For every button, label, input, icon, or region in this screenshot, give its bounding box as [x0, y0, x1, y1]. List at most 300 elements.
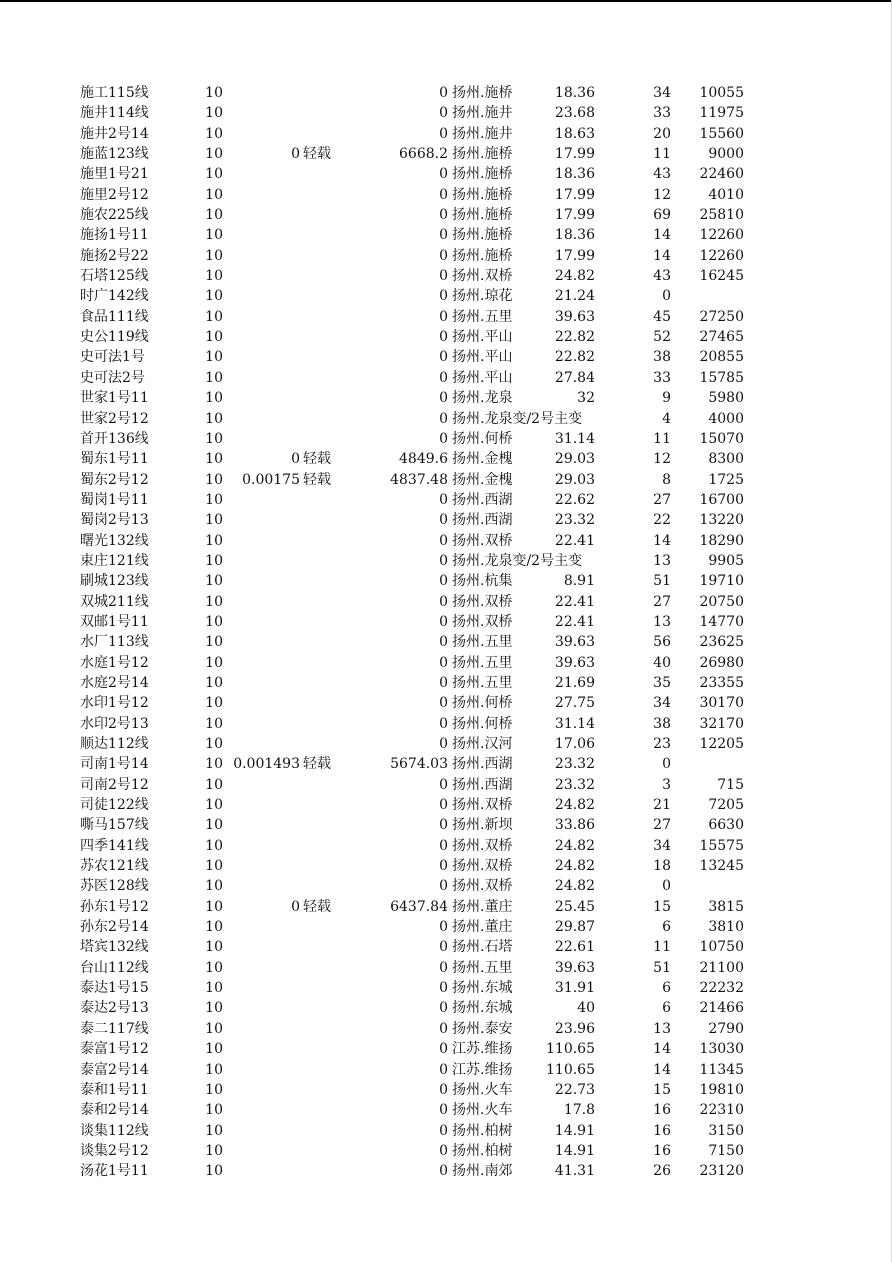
cell-count: 21	[653, 797, 671, 814]
cell-total: 23355	[699, 674, 744, 691]
cell-total: 27250	[699, 308, 744, 325]
cell-line-name: 施工115线	[80, 85, 149, 101]
table-row	[0, 1039, 892, 1059]
table-row	[0, 693, 892, 713]
cell-value: 23.96	[554, 1020, 595, 1037]
cell-count: 11	[653, 430, 671, 447]
cell-substation: 扬州.汉河	[452, 736, 513, 752]
cell-substation: 扬州.五里	[452, 959, 513, 976]
cell-capacity: 0	[439, 695, 448, 712]
table-row	[0, 103, 892, 123]
cell-capacity: 0	[439, 85, 448, 101]
cell-total: 21466	[699, 1000, 744, 1017]
cell-line-name: 谈集112线	[80, 1122, 149, 1139]
cell-load-status: 轻载	[303, 146, 331, 163]
cell-count: 35	[653, 674, 671, 691]
cell-line-name: 苏医128线	[80, 878, 149, 895]
cell-capacity: 0	[439, 410, 448, 427]
table-row	[0, 1100, 892, 1120]
cell-total: 22310	[699, 1102, 744, 1119]
table-row	[0, 876, 892, 896]
table-row	[0, 307, 892, 327]
cell-load-rate: 0.00175	[242, 471, 300, 488]
table-row	[0, 714, 892, 734]
cell-voltage: 10	[205, 207, 223, 224]
cell-substation: 扬州.柏树	[452, 1142, 513, 1159]
cell-line-name: 世家1号11	[80, 390, 149, 407]
cell-substation: 江苏.维扬	[452, 1061, 513, 1078]
cell-value: 27.84	[554, 369, 595, 386]
cell-value: 31.14	[554, 715, 595, 732]
cell-voltage: 10	[205, 837, 223, 854]
cell-total: 4010	[708, 186, 744, 203]
cell-capacity: 0	[439, 573, 448, 590]
cell-count: 40	[653, 654, 671, 671]
cell-line-name: 施里2号12	[80, 186, 149, 203]
cell-voltage: 10	[205, 471, 223, 488]
cell-count: 14	[653, 227, 671, 244]
cell-count: 3	[662, 776, 671, 793]
table-row	[0, 286, 892, 306]
cell-count: 34	[653, 695, 671, 712]
cell-count: 8	[662, 471, 671, 488]
cell-total: 25810	[699, 207, 744, 224]
cell-line-name: 史可法1号	[80, 349, 145, 366]
cell-count: 12	[653, 451, 671, 468]
cell-total: 21100	[699, 959, 744, 976]
table-row	[0, 1060, 892, 1080]
cell-value: 22.62	[554, 491, 595, 508]
cell-line-name: 刷城123线	[80, 573, 149, 590]
cell-count: 11	[653, 939, 671, 956]
cell-capacity: 0	[439, 369, 448, 386]
cell-total: 11975	[699, 105, 744, 122]
cell-capacity: 0	[439, 858, 448, 875]
table-row	[0, 144, 892, 164]
cell-substation: 扬州.西湖	[452, 776, 513, 793]
cell-capacity: 0	[439, 349, 448, 366]
cell-count: 11	[653, 146, 671, 163]
cell-capacity: 0	[439, 674, 448, 691]
cell-count: 6	[662, 919, 671, 936]
table-row	[0, 571, 892, 591]
table-row	[0, 551, 892, 571]
cell-substation: 扬州.双桥	[452, 593, 513, 610]
cell-capacity: 0	[439, 247, 448, 264]
cell-substation: 扬州.金槐	[452, 471, 513, 488]
table-row	[0, 266, 892, 286]
cell-total: 18290	[699, 532, 744, 549]
cell-line-name: 施井114线	[80, 105, 149, 122]
cell-capacity: 0	[439, 1000, 448, 1017]
cell-capacity: 0	[439, 329, 448, 346]
cell-substation: 扬州.火车	[452, 1081, 513, 1098]
cell-total: 12260	[699, 227, 744, 244]
cell-value: 22.41	[554, 532, 595, 549]
cell-count: 14	[653, 1041, 671, 1058]
cell-capacity: 0	[439, 1122, 448, 1139]
cell-substation: 扬州.平山	[452, 349, 513, 366]
cell-value: 22.41	[554, 593, 595, 610]
cell-count: 27	[653, 817, 671, 834]
cell-voltage: 10	[205, 451, 223, 468]
cell-capacity: 0	[439, 837, 448, 854]
cell-line-name: 双城211线	[80, 593, 149, 610]
cell-substation: 扬州.双桥	[452, 878, 513, 895]
cell-line-name: 泰二117线	[80, 1020, 149, 1037]
cell-load-status: 轻载	[303, 898, 331, 915]
cell-voltage: 10	[205, 776, 223, 793]
cell-count: 13	[653, 552, 671, 569]
cell-count: 16	[653, 1102, 671, 1119]
cell-substation: 扬州.平山	[452, 329, 513, 346]
cell-count: 12	[653, 186, 671, 203]
cell-line-name: 史可法2号	[80, 369, 145, 386]
cell-capacity: 0	[439, 1142, 448, 1159]
cell-line-name: 顺达112线	[80, 736, 149, 752]
cell-substation: 扬州.何桥	[452, 430, 513, 447]
cell-substation: 扬州.施桥	[452, 85, 513, 101]
cell-load-rate: 0	[291, 451, 300, 468]
cell-capacity: 0	[439, 390, 448, 407]
cell-substation: 扬州.新坝	[452, 817, 513, 834]
cell-total: 23120	[699, 1163, 744, 1180]
cell-voltage: 10	[205, 1142, 223, 1159]
cell-value: 31.14	[554, 430, 595, 447]
cell-value: 17.06	[554, 736, 595, 752]
cell-total: 13030	[699, 1041, 744, 1058]
cell-count: 43	[653, 268, 671, 285]
cell-count: 33	[653, 369, 671, 386]
cell-voltage: 10	[205, 430, 223, 447]
cell-count: 26	[653, 1163, 671, 1180]
cell-total: 14770	[699, 613, 744, 630]
cell-total: 30170	[699, 695, 744, 712]
cell-line-name: 施蓝123线	[80, 146, 149, 163]
cell-capacity: 0	[439, 512, 448, 529]
cell-value: 14.91	[554, 1142, 595, 1159]
cell-count: 6	[662, 1000, 671, 1017]
table-row	[0, 470, 892, 490]
cell-line-name: 苏农121线	[80, 858, 149, 875]
cell-voltage: 10	[205, 613, 223, 630]
cell-count: 45	[653, 308, 671, 325]
cell-line-name: 泰达2号13	[80, 1000, 149, 1017]
cell-substation: 扬州.双桥	[452, 797, 513, 814]
cell-voltage: 10	[205, 654, 223, 671]
table-row	[0, 815, 892, 835]
cell-count: 27	[653, 491, 671, 508]
cell-capacity: 0	[439, 634, 448, 651]
cell-substation: 扬州.西湖	[452, 756, 513, 773]
cell-voltage: 10	[205, 1020, 223, 1037]
table-row	[0, 83, 892, 103]
cell-value: 39.63	[554, 634, 595, 651]
cell-line-name: 世家2号12	[80, 410, 149, 427]
cell-value: 39.63	[554, 308, 595, 325]
cell-capacity: 0	[439, 715, 448, 732]
cell-total: 3815	[708, 898, 744, 915]
cell-voltage: 10	[205, 939, 223, 956]
cell-substation: 扬州.五里	[452, 654, 513, 671]
table-row	[0, 1080, 892, 1100]
cell-voltage: 10	[205, 186, 223, 203]
cell-voltage: 10	[205, 85, 223, 101]
table-row	[0, 185, 892, 205]
cell-total: 20855	[699, 349, 744, 366]
table-row	[0, 205, 892, 225]
cell-capacity: 0	[439, 1102, 448, 1119]
cell-total: 22232	[699, 980, 744, 997]
cell-total: 13245	[699, 858, 744, 875]
cell-capacity: 0	[439, 125, 448, 142]
cell-substation: 扬州.五里	[452, 634, 513, 651]
cell-substation: 扬州.双桥	[452, 613, 513, 630]
cell-line-name: 司徒122线	[80, 797, 149, 814]
cell-substation: 扬州.龙泉变/2号主变	[452, 410, 583, 427]
cell-line-name: 蜀东1号11	[80, 451, 149, 468]
cell-voltage: 10	[205, 756, 223, 773]
cell-count: 14	[653, 247, 671, 264]
cell-capacity: 5674.03	[390, 756, 448, 773]
table-row	[0, 1141, 892, 1161]
cell-substation: 扬州.双桥	[452, 268, 513, 285]
table-row	[0, 347, 892, 367]
cell-line-name: 泰达1号15	[80, 980, 149, 997]
cell-total: 19810	[699, 1081, 744, 1098]
cell-total: 16700	[699, 491, 744, 508]
cell-count: 9	[662, 390, 671, 407]
cell-voltage: 10	[205, 695, 223, 712]
cell-count: 51	[653, 959, 671, 976]
cell-capacity: 0	[439, 166, 448, 183]
cell-voltage: 10	[205, 1163, 223, 1180]
cell-capacity: 0	[439, 613, 448, 630]
cell-total: 32170	[699, 715, 744, 732]
cell-total: 6630	[708, 817, 744, 834]
cell-value: 17.99	[554, 247, 595, 264]
cell-count: 52	[653, 329, 671, 346]
cell-substation: 扬州.双桥	[452, 837, 513, 854]
cell-total: 15070	[699, 430, 744, 447]
cell-total: 8300	[708, 451, 744, 468]
cell-line-name: 泰和2号14	[80, 1102, 149, 1119]
cell-line-name: 施井2号14	[80, 125, 149, 142]
cell-value: 25.45	[554, 898, 595, 915]
cell-total: 10055	[699, 85, 744, 101]
cell-voltage: 10	[205, 166, 223, 183]
table-row	[0, 775, 892, 795]
cell-total: 20750	[699, 593, 744, 610]
cell-substation: 扬州.火车	[452, 1102, 513, 1119]
cell-substation: 扬州.施桥	[452, 207, 513, 224]
cell-substation: 扬州.施桥	[452, 247, 513, 264]
cell-total: 26980	[699, 654, 744, 671]
cell-substation: 扬州.施桥	[452, 227, 513, 244]
cell-line-name: 曙光132线	[80, 532, 149, 549]
cell-line-name: 汤花1号11	[80, 1163, 149, 1180]
cell-voltage: 10	[205, 715, 223, 732]
cell-capacity: 6437.84	[390, 898, 448, 915]
cell-capacity: 0	[439, 776, 448, 793]
cell-capacity: 0	[439, 552, 448, 569]
table-row	[0, 124, 892, 144]
cell-line-name: 四季141线	[80, 837, 149, 854]
cell-substation: 扬州.施井	[452, 125, 513, 142]
cell-substation: 扬州.何桥	[452, 695, 513, 712]
cell-value: 31.91	[554, 980, 595, 997]
cell-voltage: 10	[205, 227, 223, 244]
cell-line-name: 施里1号21	[80, 166, 149, 183]
cell-capacity: 0	[439, 268, 448, 285]
cell-value: 39.63	[554, 959, 595, 976]
cell-total: 3810	[708, 919, 744, 936]
table-row	[0, 917, 892, 937]
cell-count: 33	[653, 105, 671, 122]
cell-voltage: 10	[205, 1041, 223, 1058]
cell-capacity: 0	[439, 532, 448, 549]
cell-value: 23.32	[554, 512, 595, 529]
cell-capacity: 0	[439, 430, 448, 447]
cell-capacity: 0	[439, 1163, 448, 1180]
cell-line-name: 蜀岗1号11	[80, 491, 149, 508]
cell-value: 8.91	[563, 573, 595, 590]
cell-total: 16245	[699, 268, 744, 285]
cell-substation: 江苏.维扬	[452, 1041, 513, 1058]
table-row	[0, 164, 892, 184]
cell-load-rate: 0.001493	[233, 756, 300, 773]
cell-substation: 扬州.东城	[452, 980, 513, 997]
cell-capacity: 0	[439, 593, 448, 610]
cell-total: 23625	[699, 634, 744, 651]
cell-total: 4000	[708, 410, 744, 427]
cell-substation: 扬州.东城	[452, 1000, 513, 1017]
cell-capacity: 0	[439, 105, 448, 122]
cell-capacity: 0	[439, 1081, 448, 1098]
cell-value: 21.69	[554, 674, 595, 691]
cell-voltage: 10	[205, 268, 223, 285]
cell-voltage: 10	[205, 247, 223, 264]
cell-line-name: 泰富1号12	[80, 1041, 149, 1058]
cell-substation: 扬州.董庄	[452, 919, 513, 936]
cell-voltage: 10	[205, 329, 223, 346]
cell-capacity: 4837.48	[390, 471, 448, 488]
cell-capacity: 4849.6	[399, 451, 448, 468]
cell-total: 19710	[699, 573, 744, 590]
cell-substation: 扬州.金槐	[452, 451, 513, 468]
cell-substation: 扬州.双桥	[452, 532, 513, 549]
cell-capacity: 0	[439, 1041, 448, 1058]
cell-value: 22.73	[554, 1081, 595, 1098]
table-row	[0, 531, 892, 551]
cell-total: 15575	[699, 837, 744, 854]
cell-substation: 扬州.杭集	[452, 573, 513, 590]
cell-count: 4	[662, 410, 671, 427]
table-row	[0, 246, 892, 266]
cell-capacity: 0	[439, 736, 448, 752]
cell-count: 43	[653, 166, 671, 183]
cell-count: 14	[653, 1061, 671, 1078]
table-row	[0, 856, 892, 876]
table-row	[0, 653, 892, 673]
cell-value: 17.99	[554, 146, 595, 163]
table-row	[0, 897, 892, 917]
cell-line-name: 束庄121线	[80, 552, 149, 569]
cell-total: 10750	[699, 939, 744, 956]
cell-substation: 扬州.董庄	[452, 898, 513, 915]
cell-count: 14	[653, 532, 671, 549]
cell-value: 23.32	[554, 776, 595, 793]
cell-line-name: 蜀东2号12	[80, 471, 149, 488]
table-row	[0, 734, 892, 754]
cell-count: 23	[653, 736, 671, 752]
table-row	[0, 1019, 892, 1039]
cell-line-name: 史公119线	[80, 329, 149, 346]
cell-line-name: 孙东2号14	[80, 919, 149, 936]
cell-voltage: 10	[205, 105, 223, 122]
cell-value: 29.03	[554, 451, 595, 468]
cell-line-name: 司南2号12	[80, 776, 149, 793]
cell-value: 23.68	[554, 105, 595, 122]
cell-count: 15	[653, 898, 671, 915]
cell-value: 22.82	[554, 349, 595, 366]
cell-value: 33.86	[554, 817, 595, 834]
cell-total: 5980	[708, 390, 744, 407]
cell-total: 7150	[708, 1142, 744, 1159]
cell-count: 0	[662, 878, 671, 895]
cell-count: 0	[662, 756, 671, 773]
cell-count: 34	[653, 837, 671, 854]
cell-voltage: 10	[205, 858, 223, 875]
cell-line-name: 双邮1号11	[80, 613, 149, 630]
cell-voltage: 10	[205, 1122, 223, 1139]
cell-value: 23.32	[554, 756, 595, 773]
cell-count: 38	[653, 349, 671, 366]
cell-count: 69	[653, 207, 671, 224]
cell-substation: 扬州.何桥	[452, 715, 513, 732]
cell-count: 13	[653, 1020, 671, 1037]
cell-capacity: 0	[439, 308, 448, 325]
cell-substation: 扬州.双桥	[452, 858, 513, 875]
cell-line-name: 施扬1号11	[80, 227, 149, 244]
cell-substation: 扬州.施桥	[452, 146, 513, 163]
cell-load-status: 轻载	[303, 471, 331, 488]
cell-voltage: 10	[205, 349, 223, 366]
cell-count: 18	[653, 858, 671, 875]
cell-line-name: 泰和1号11	[80, 1081, 149, 1098]
cell-total: 9905	[708, 552, 744, 569]
cell-capacity: 0	[439, 491, 448, 508]
table-row	[0, 998, 892, 1018]
cell-line-name: 司南1号14	[80, 756, 149, 773]
cell-substation: 扬州.石塔	[452, 939, 513, 956]
cell-line-name: 台山112线	[80, 959, 149, 976]
table-row	[0, 490, 892, 510]
cell-total: 1725	[708, 471, 744, 488]
cell-capacity: 6668.2	[399, 146, 448, 163]
cell-voltage: 10	[205, 634, 223, 651]
cell-count: 38	[653, 715, 671, 732]
cell-line-name: 时广142线	[80, 288, 149, 305]
cell-total: 9000	[708, 146, 744, 163]
cell-total: 12205	[699, 736, 744, 752]
cell-value: 18.36	[554, 227, 595, 244]
cell-substation: 扬州.五里	[452, 308, 513, 325]
cell-total: 2790	[708, 1020, 744, 1037]
cell-line-name: 施农225线	[80, 207, 149, 224]
cell-line-name: 水厂113线	[80, 634, 149, 651]
cell-substation: 扬州.柏树	[452, 1122, 513, 1139]
